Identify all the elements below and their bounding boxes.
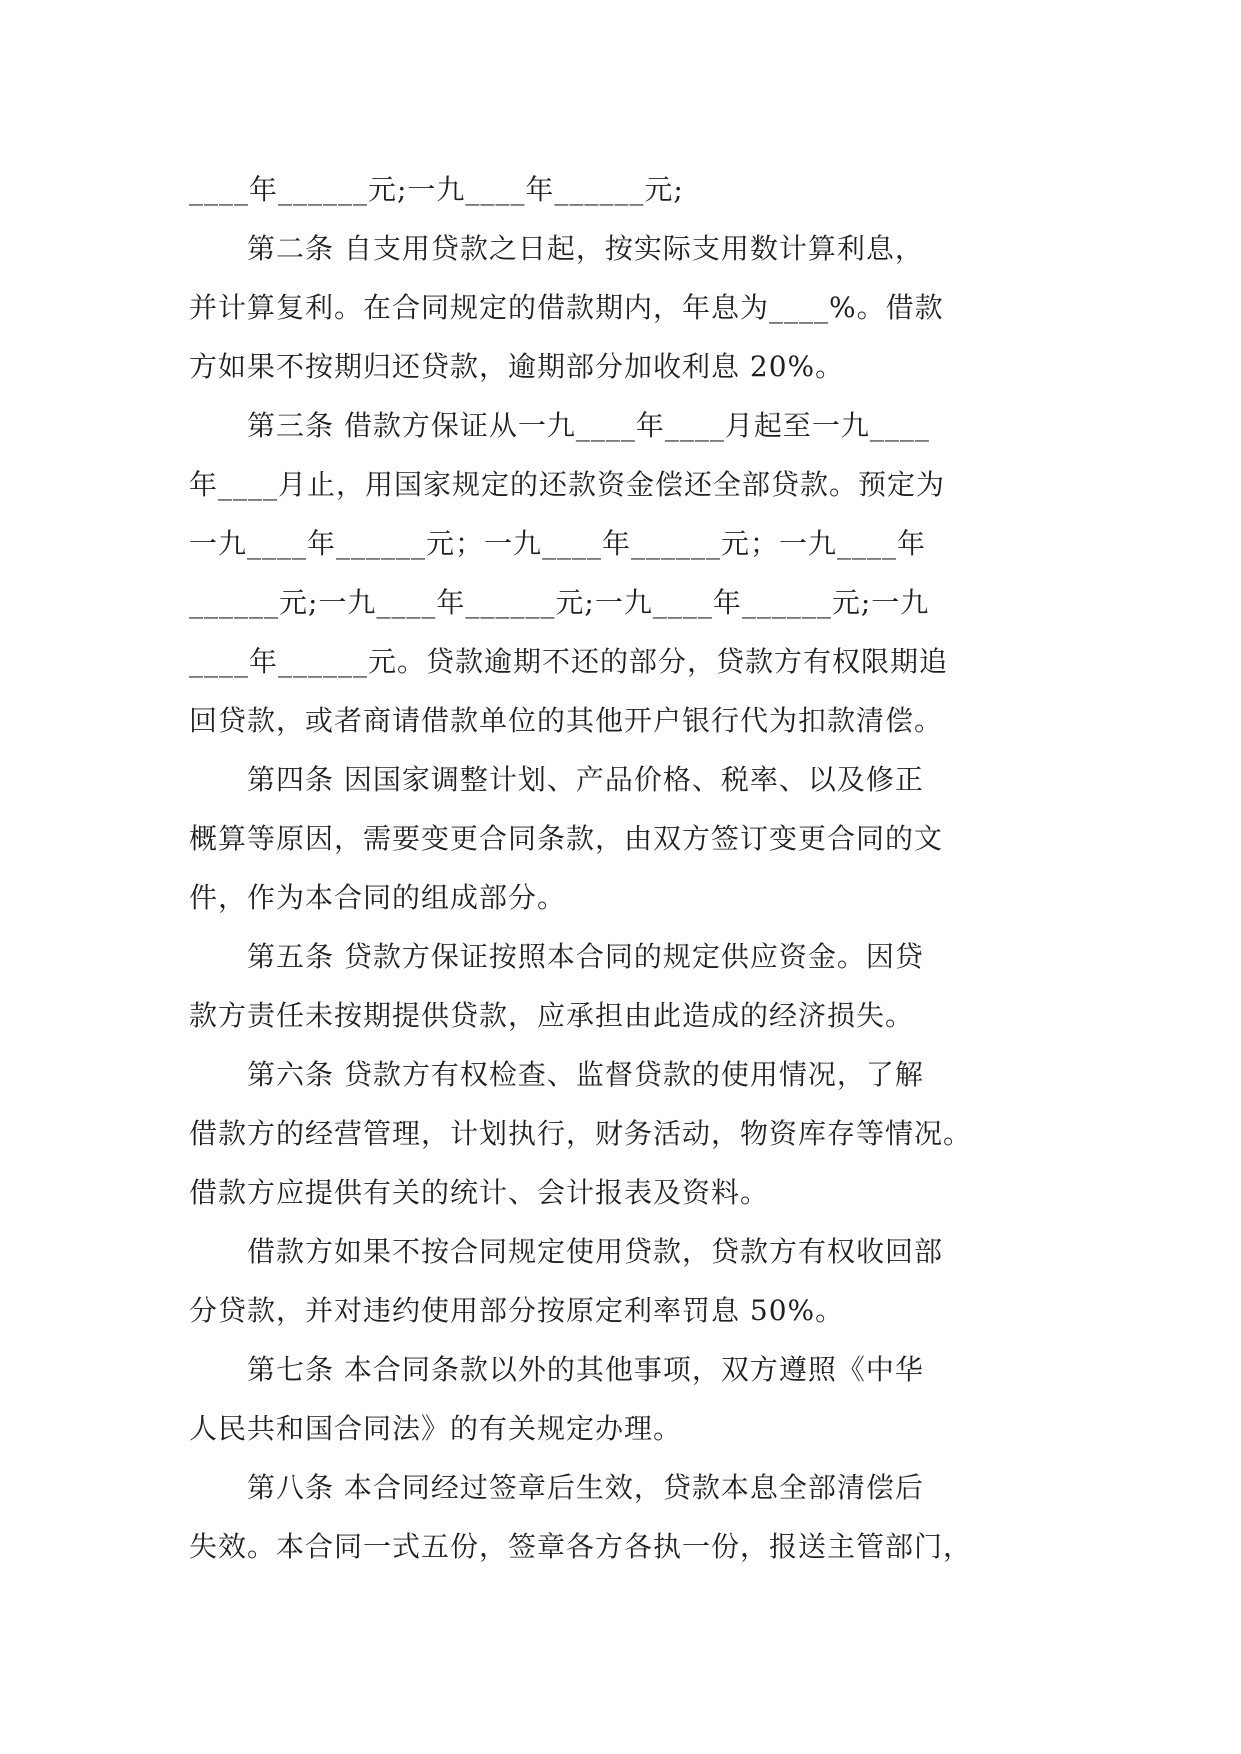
article-2-line: 第二条 自支用贷款之日起，按实际支用数计算利息，	[189, 232, 924, 265]
text-line: 年____月止，用国家规定的还款资金偿还全部贷款。预定为	[189, 468, 946, 501]
text-line: 分贷款，并对违约使用部分按原定利率罚息 50%。	[189, 1294, 845, 1327]
article-6-line: 第六条 贷款方有权检查、监督贷款的使用情况，了解	[189, 1058, 924, 1091]
text-line: 件，作为本合同的组成部分。	[189, 881, 567, 914]
article-8-line: 第八条 本合同经过签章后生效，贷款本息全部清偿后	[189, 1471, 924, 1504]
contract-text-body	[189, 160, 1069, 1576]
text-line: 回贷款，或者商请借款单位的其他开户银行代为扣款清偿。	[189, 704, 944, 737]
text-line: ____年______元;一九____年______元;	[189, 173, 684, 206]
text-line: 方如果不按期归还贷款，逾期部分加收利息 20%。	[189, 350, 845, 383]
paragraph-line: 借款方如果不按合同规定使用贷款，贷款方有权收回部	[189, 1235, 944, 1268]
article-7-line: 第七条 本合同条款以外的其他事项，双方遵照《中华	[189, 1353, 924, 1386]
text-line: ____年______元。贷款逾期不还的部分，贷款方有权限期追	[189, 645, 949, 678]
text-line: 并计算复利。在合同规定的借款期内，年息为____%。借款	[189, 291, 944, 324]
article-4-line: 第四条 因国家调整计划、产品价格、税率、以及修正	[189, 763, 924, 796]
text-line: 款方责任未按期提供贷款，应承担由此造成的经济损失。	[189, 999, 915, 1032]
text-line: 概算等原因，需要变更合同条款，由双方签订变更合同的文	[189, 822, 944, 855]
text-line: 借款方应提供有关的统计、会计报表及资料。	[189, 1176, 770, 1209]
text-line: 失效。本合同一式五份，签章各方各执一份，报送主管部门，	[189, 1530, 973, 1563]
text-line: 借款方的经营管理，计划执行，财务活动，物资库存等情况。	[189, 1117, 973, 1150]
article-5-line: 第五条 贷款方保证按照本合同的规定供应资金。因贷	[189, 940, 924, 973]
text-line: 一九____年______元；一九____年______元；一九____年	[189, 527, 927, 560]
text-line: 人民共和国合同法》的有关规定办理。	[189, 1412, 683, 1445]
article-3-line: 第三条 借款方保证从一九____年____月起至一九____	[189, 409, 930, 442]
text-line: ______元;一九____年______元;一九____年______元;一九	[189, 586, 930, 619]
